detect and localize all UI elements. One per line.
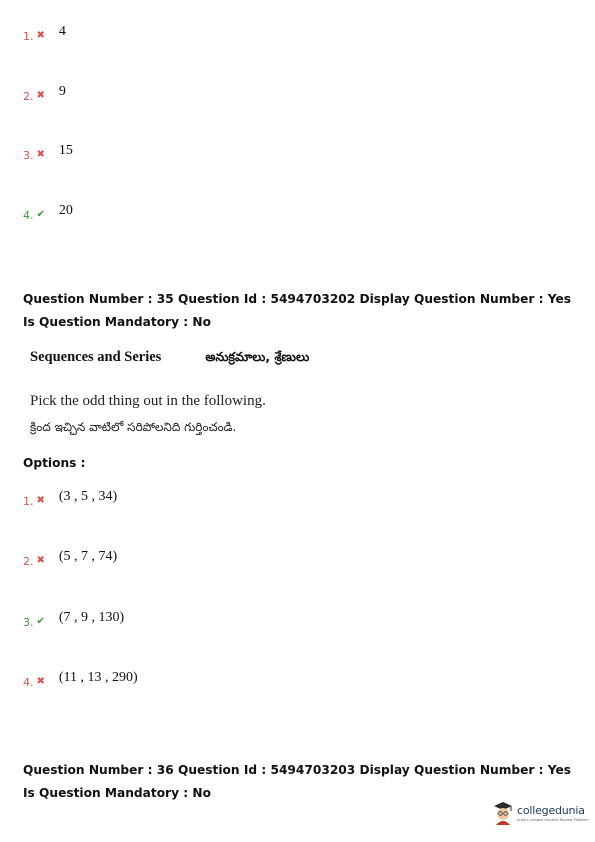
wrong-mark-icon: ✖ [36, 30, 45, 41]
option-number: 1. [23, 30, 34, 43]
q35-option-4 [23, 670, 138, 689]
wrong-mark-icon: ✖ [36, 149, 45, 160]
option-number: 4. [23, 676, 34, 689]
option-value: (3 , 5 , 34) [58, 489, 118, 504]
option-number: 3. [23, 616, 34, 629]
options-label: Options : [23, 456, 86, 470]
option-value: 9 [58, 84, 66, 99]
wrong-mark-icon: ✖ [36, 555, 45, 566]
wrong-mark-icon: ✖ [36, 495, 45, 506]
question-36-header: Question Number : 36 Question Id : 5494703203 Display Question Number : Yes Is Question Mandatory : No [23, 763, 572, 800]
logo-name: collegedunia [517, 804, 585, 817]
prev-option-3 [23, 143, 73, 162]
option-value: (5 , 7 , 74) [58, 549, 118, 564]
prev-option-1 [23, 24, 66, 43]
question-35-topic [30, 349, 309, 368]
q35-option-2 [23, 549, 117, 568]
option-value: (7 , 9 , 130) [58, 610, 125, 625]
option-number: 3. [23, 149, 34, 162]
graduate-avatar-icon [492, 801, 514, 825]
prev-option-4 [23, 203, 73, 222]
q35-option-3 [23, 610, 124, 629]
wrong-mark-icon: ✖ [36, 676, 45, 687]
question-35-text-english: Pick the odd thing out in the following. [30, 393, 266, 409]
correct-mark-icon: ✔ [36, 209, 45, 220]
question-35-header: Question Number : 35 Question Id : 5494703202 Display Question Number : Yes Is Question Mandatory : No [23, 292, 572, 329]
wrong-mark-icon: ✖ [36, 90, 45, 101]
prev-option-2 [23, 84, 66, 103]
option-number: 2. [23, 555, 34, 568]
option-number: 1. [23, 495, 34, 508]
correct-mark-icon: ✔ [36, 616, 45, 627]
topic-telugu: అనుక్రమాలు, శ్రేణులు [205, 349, 310, 364]
topic-english: Sequences and Series [30, 349, 162, 365]
option-value: 4 [58, 24, 66, 39]
option-number: 4. [23, 209, 34, 222]
q35-option-1 [23, 489, 117, 508]
option-value: 15 [58, 143, 73, 158]
logo-tagline: India's Largest Student Review Platform [517, 818, 589, 822]
option-value: 20 [58, 203, 73, 218]
option-number: 2. [23, 90, 34, 103]
question-35-text-telugu: క్రింద ఇచ్చిన వాటిలో సరిపోలనిది గుర్తించండి. [30, 420, 237, 434]
option-value: (11 , 13 , 290) [58, 670, 138, 685]
collegedunia-logo [492, 801, 589, 825]
